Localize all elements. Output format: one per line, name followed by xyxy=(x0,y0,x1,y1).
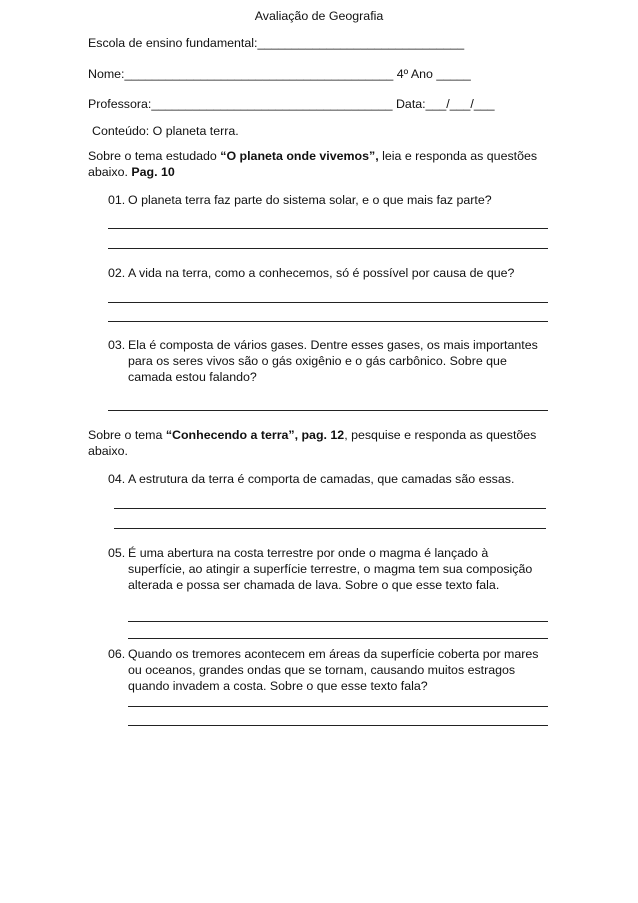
question-text: Ela é composta de vários gases. Dentre esses gases, os mais importantes para os seres vivos são o gás oxigênio e o gás carbônico. Sobre que camada estou falando? xyxy=(128,338,538,384)
question-text: A estrutura da terra é comporta de camadas, que camadas são essas. xyxy=(128,472,515,486)
name-field: Nome:_______________________________________ 4º Ano _____ xyxy=(88,67,471,81)
answer-line xyxy=(114,508,546,509)
question-05 xyxy=(108,545,548,593)
answer-line xyxy=(128,706,548,707)
answer-line xyxy=(114,528,546,529)
answer-line xyxy=(108,248,548,249)
question-number: 04. xyxy=(108,472,126,486)
question-01 xyxy=(108,192,548,208)
question-text: A vida na terra, como a conhecemos, só é possível por causa de que? xyxy=(128,266,515,280)
question-number: 06. xyxy=(108,647,126,661)
answer-line xyxy=(128,638,548,639)
question-text: É uma abertura na costa terrestre por onde o magma é lançado à superfície, ao atingir a superfície terrestre, o magma tem sua composição alterada e possa ser chamada de lava. Sobre o que esse texto fala. xyxy=(128,546,533,592)
answer-line xyxy=(108,228,548,229)
teacher-date-field: Professora:___________________________________ Data:___/___/___ xyxy=(88,97,495,111)
question-number: 05. xyxy=(108,546,126,560)
question-number: 02. xyxy=(108,266,126,280)
question-06 xyxy=(108,646,548,694)
section-1-instructions: Sobre o tema estudado “O planeta onde vivemos”, leia e responda as questões abaixo. Pag. 10 xyxy=(88,149,538,179)
section-2-instructions: Sobre o tema “Conhecendo a terra”, pag. 12, pesquise e responda as questões abaixo. xyxy=(88,428,537,458)
answer-line xyxy=(108,410,548,411)
document-title: Avaliação de Geografia xyxy=(254,9,384,23)
question-02 xyxy=(108,265,548,281)
question-number: 01. xyxy=(108,193,126,207)
question-04 xyxy=(108,471,548,487)
answer-line xyxy=(128,621,548,622)
question-03 xyxy=(108,337,548,385)
answer-line xyxy=(108,302,548,303)
school-field: Escola de ensino fundamental:______________________________ xyxy=(88,36,465,50)
question-text: O planeta terra faz parte do sistema solar, e o que mais faz parte? xyxy=(128,193,492,207)
content-line: Conteúdo: O planeta terra. xyxy=(92,124,239,138)
answer-line xyxy=(108,321,548,322)
question-number: 03. xyxy=(108,338,126,352)
answer-line xyxy=(128,725,548,726)
question-text: Quando os tremores acontecem em áreas da superfície coberta por mares ou oceanos, grandes ondas que se tornam, causando muitos estragos quando invadem a costa. Sobre o que esse texto fala? xyxy=(128,647,539,693)
